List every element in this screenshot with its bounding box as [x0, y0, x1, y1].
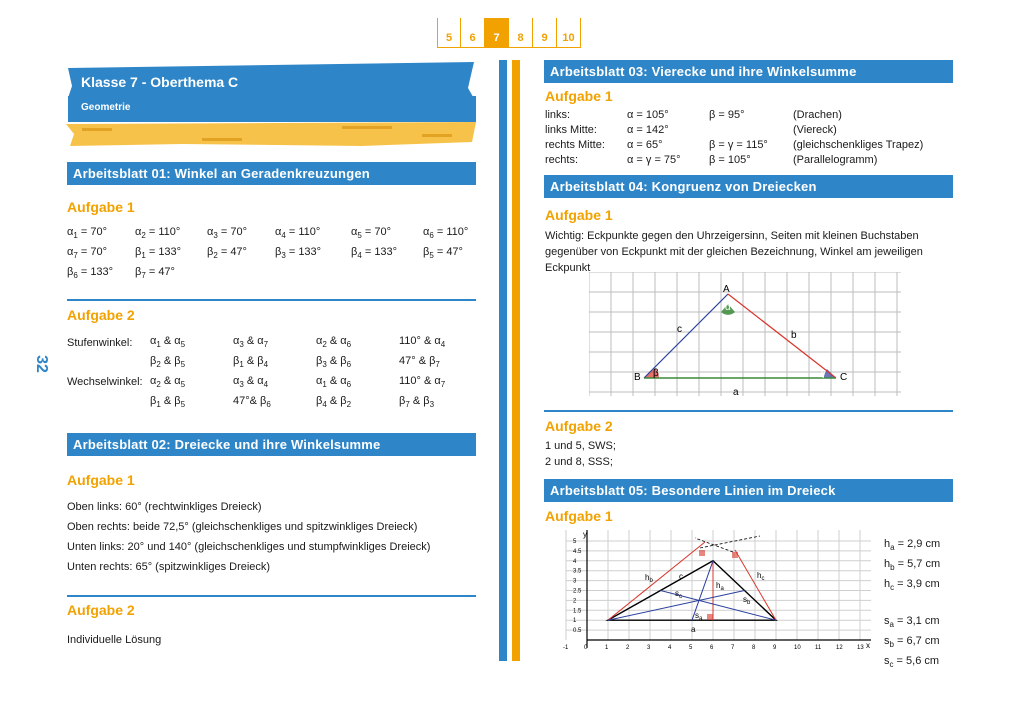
graph-label-c: c: [679, 572, 683, 581]
right-angle-ha: [707, 614, 713, 620]
ab02-line: Oben links: 60° (rechtwinkliges Dreieck): [67, 501, 262, 513]
ab04-a2-line: 1 und 5, SWS;: [545, 440, 616, 452]
ab05-result: $h_b = 5,7$ cm: [884, 558, 941, 573]
stufen-label: Stufenwinkel:: [67, 337, 133, 349]
ab05-result: $s_a = 3,1$ cm: [884, 614, 940, 629]
ab04-a2-title: Aufgabe 2: [545, 418, 613, 434]
ab05-results: [884, 537, 940, 674]
ab02-line: Unten rechts: 65° (spitzwinkliges Dreieck): [67, 561, 271, 573]
beta-label: β: [653, 368, 659, 379]
ab04-title: Arbeitsblatt 04: Kongruenz von Dreiecken: [544, 175, 953, 198]
angle-result: $\beta_7 = 47^\circ$: [135, 266, 175, 281]
ab01-a1-title: Aufgabe 1: [67, 199, 135, 215]
right-angle-hb: [699, 550, 705, 556]
ab04-a1-text: Wichtig: Eckpunkte gegen den Uhrzeigersinn, Seiten mit kleinen Buchstaben gegenüber von Eckpunkt mit der gleichen Bezeichnung, Winkel am jeweiligen Eckpunkt: [545, 230, 923, 274]
angle-pair: $\beta_4$ & $\beta_2$: [316, 395, 352, 410]
ab04-rule: [544, 410, 953, 412]
ab03-note: (Viereck): [793, 124, 837, 136]
ab03-c1: α = 65°: [627, 139, 663, 151]
x-tick-label: 1: [605, 645, 609, 651]
x-tick-label: 8: [752, 645, 756, 651]
angle-result: $\alpha_7 = 70^\circ$: [67, 246, 107, 261]
side-a-label: a: [733, 387, 739, 396]
triangle-figure: [589, 272, 901, 396]
side-c: [644, 294, 728, 378]
vertex-A: A: [723, 284, 730, 295]
ab03-label: rechts:: [545, 154, 579, 166]
page-number: 32: [32, 355, 50, 373]
x-tick-label: 5: [689, 645, 693, 651]
x-axis-label: x: [866, 641, 870, 650]
graph-label-hc: $h_c$: [757, 571, 765, 582]
angle-result: $\alpha_6 = 110^\circ$: [423, 226, 469, 241]
x-tick-label: 11: [815, 645, 822, 651]
ab02-a1-title: Aufgabe 1: [67, 472, 135, 488]
ab03-a1-title: Aufgabe 1: [545, 88, 613, 104]
ab05-a1-title: Aufgabe 1: [545, 508, 613, 524]
y-tick-label: 1: [573, 618, 577, 625]
ab04-a1-title: Aufgabe 1: [545, 207, 613, 223]
y-tick-label: 5: [573, 539, 577, 545]
vertex-C: C: [840, 372, 848, 383]
side-b-label: b: [791, 330, 797, 341]
x-tick-label: 12: [836, 645, 843, 651]
angle-pair: 110° & $\alpha_4$: [399, 335, 446, 350]
ab05-result: $h_c = 3,9$ cm: [884, 578, 940, 593]
ab01-title: Arbeitsblatt 01: Winkel an Geradenkreuzungen: [67, 162, 476, 185]
y-tick-label: 2: [573, 598, 577, 605]
y-tick-label: 4.5: [573, 548, 582, 555]
ab05-result: $s_c = 5,6$ cm: [884, 654, 940, 670]
ab03-label: links Mitte:: [545, 124, 597, 136]
angle-pair: 47° & $\beta_7$: [399, 355, 440, 370]
ext-1: [700, 536, 760, 548]
y-tick-label: 0.5: [573, 628, 582, 635]
angle-pair: $\alpha_3$ & $\alpha_7$: [233, 335, 269, 350]
gamma-label: γ: [821, 368, 826, 379]
x-tick-label: 9: [773, 645, 777, 651]
page-tabs: [437, 18, 581, 48]
angle-result: $\beta_1 = 133^\circ$: [135, 246, 182, 261]
y-tick-label: 1.5: [573, 608, 582, 615]
ab05-title: Arbeitsblatt 05: Besondere Linien im Dreieck: [544, 479, 953, 502]
ab03-c2: β = γ = 115°: [709, 139, 768, 151]
angle-pair: $\beta_1$ & $\beta_4$: [233, 355, 269, 370]
x-tick-label: 4: [668, 645, 672, 651]
angle-result: $\alpha_5 = 70^\circ$: [351, 226, 391, 241]
graph-label-hb: $h_b$: [645, 573, 653, 584]
ab03-label: rechts Mitte:: [545, 139, 605, 151]
ab01-rule: [67, 299, 476, 301]
angle-pair: $\alpha_2$ & $\alpha_5$: [150, 375, 186, 390]
divider-orange: [512, 60, 520, 661]
ab02-a1-lines: [67, 500, 430, 580]
x-tick-label: 7: [731, 645, 735, 651]
angle-pair: $\beta_1$ & $\beta_5$: [150, 395, 186, 410]
header-subtitle: Geometrie: [81, 102, 131, 113]
x-tick-label: 13: [857, 645, 864, 651]
graph-label-sa: $s_a$: [695, 611, 703, 622]
wechsel-label: Wechselwinkel:: [67, 376, 143, 388]
x-tick-label: -1: [563, 645, 569, 651]
graph-label-ha: $h_a$: [716, 581, 724, 592]
angle-pair: $\beta_3$ & $\beta_6$: [316, 355, 352, 370]
page-tab-6[interactable]: 6: [461, 18, 485, 48]
graph-label-a: a: [691, 625, 696, 634]
ab02-line: Oben rechts: beide 72,5° (gleichschenkliges und spitzwinkliges Dreieck): [67, 521, 418, 533]
ab04-a2-lines: [545, 438, 616, 470]
angle-result: $\beta_4 = 133^\circ$: [351, 246, 398, 261]
angle-pair: $\alpha_1$ & $\alpha_5$: [150, 335, 186, 350]
page-tab-8[interactable]: 8: [509, 18, 533, 48]
ab03-c2: β = 105°: [709, 154, 751, 166]
ab02-line: Unten links: 20° und 140° (gleichschenkliges und stumpfwinkliges Dreieck): [67, 541, 431, 553]
ab03-c2: β = 95°: [709, 109, 745, 121]
angle-pair: 110° & $\alpha_7$: [399, 375, 446, 390]
ab04-a2-line: 2 und 8, SSS;: [545, 456, 613, 468]
ab02-title: Arbeitsblatt 02: Dreiecke und ihre Winkelsumme: [67, 433, 476, 456]
ab03-note: (Parallelogramm): [793, 154, 878, 166]
ab03-c1: α = γ = 75°: [627, 154, 681, 166]
angle-result: $\beta_3 = 133^\circ$: [275, 246, 322, 261]
coordinate-figure: [545, 528, 875, 658]
ab03-title: Arbeitsblatt 03: Vierecke und ihre Winkelsumme: [544, 60, 953, 83]
angle-pair: 47°& $\beta_6$: [233, 395, 271, 410]
page-tab-5[interactable]: 5: [437, 18, 461, 48]
divider-blue: [499, 60, 507, 661]
x-tick-label: 6: [710, 645, 714, 651]
x-tick-label: 3: [647, 645, 651, 651]
angle-result: $\alpha_2 = 110^\circ$: [135, 226, 181, 241]
vertex-B: B: [634, 372, 641, 383]
ab02-a2-text: Individuelle Lösung: [67, 634, 162, 646]
angle-result: $\beta_6 = 133^\circ$: [67, 266, 114, 281]
x-tick-label: 2: [626, 645, 630, 651]
angle-result: $\alpha_4 = 110^\circ$: [275, 226, 321, 241]
angle-pair: $\beta_7$ & $\beta_3$: [399, 395, 435, 410]
angle-result: $\beta_2 = 47^\circ$: [207, 246, 247, 261]
ab02-rule: [67, 595, 476, 597]
side-b: [728, 294, 836, 378]
right-angle-hc: [732, 552, 738, 558]
angle-result: $\beta_5 = 47^\circ$: [423, 246, 463, 261]
side-c-label: c: [677, 324, 682, 335]
graph-label-sc: $s_c$: [675, 589, 682, 600]
page-tab-9[interactable]: 9: [533, 18, 557, 48]
ab03-note: (gleichschenkliges Trapez): [793, 139, 924, 151]
angle-result: $\alpha_1 = 70^\circ$: [67, 226, 107, 241]
alpha-label: α: [725, 302, 731, 313]
ab05-result: $h_a = 2,9$ cm: [884, 538, 941, 553]
angle-pair: $\alpha_1$ & $\alpha_6$: [316, 375, 352, 390]
y-axis-label: y: [583, 530, 587, 539]
angle-pair: $\alpha_3$ & $\alpha_4$: [233, 375, 269, 390]
ab03-c1: α = 105°: [627, 109, 669, 121]
y-tick-label: 3: [573, 578, 577, 585]
page-tab-10[interactable]: 10: [557, 18, 581, 48]
x-tick-label: 10: [794, 645, 801, 651]
angle-pair: $\alpha_2$ & $\alpha_6$: [316, 335, 352, 350]
ab03-label: links:: [545, 109, 571, 121]
ab03-c1: α = 142°: [627, 124, 669, 136]
angle-result: $\alpha_3 = 70^\circ$: [207, 226, 247, 241]
graph-label-sb: $s_b$: [743, 595, 751, 606]
page-tab-7[interactable]: 7: [485, 18, 509, 48]
y-tick-label: 4: [573, 558, 577, 565]
header-title: Klasse 7 - Oberthema C: [81, 74, 239, 90]
y-tick-label: 3.5: [573, 568, 582, 575]
x-tick-label: 0: [584, 645, 588, 651]
ab01-a2-title: Aufgabe 2: [67, 307, 135, 323]
angle-pair: $\beta_2$ & $\beta_5$: [150, 355, 186, 370]
ab05-result: $s_b = 6,7$ cm: [884, 634, 940, 649]
ab03-note: (Drachen): [793, 109, 842, 121]
y-tick-label: 2.5: [573, 588, 582, 595]
ab02-a2-title: Aufgabe 2: [67, 602, 135, 618]
